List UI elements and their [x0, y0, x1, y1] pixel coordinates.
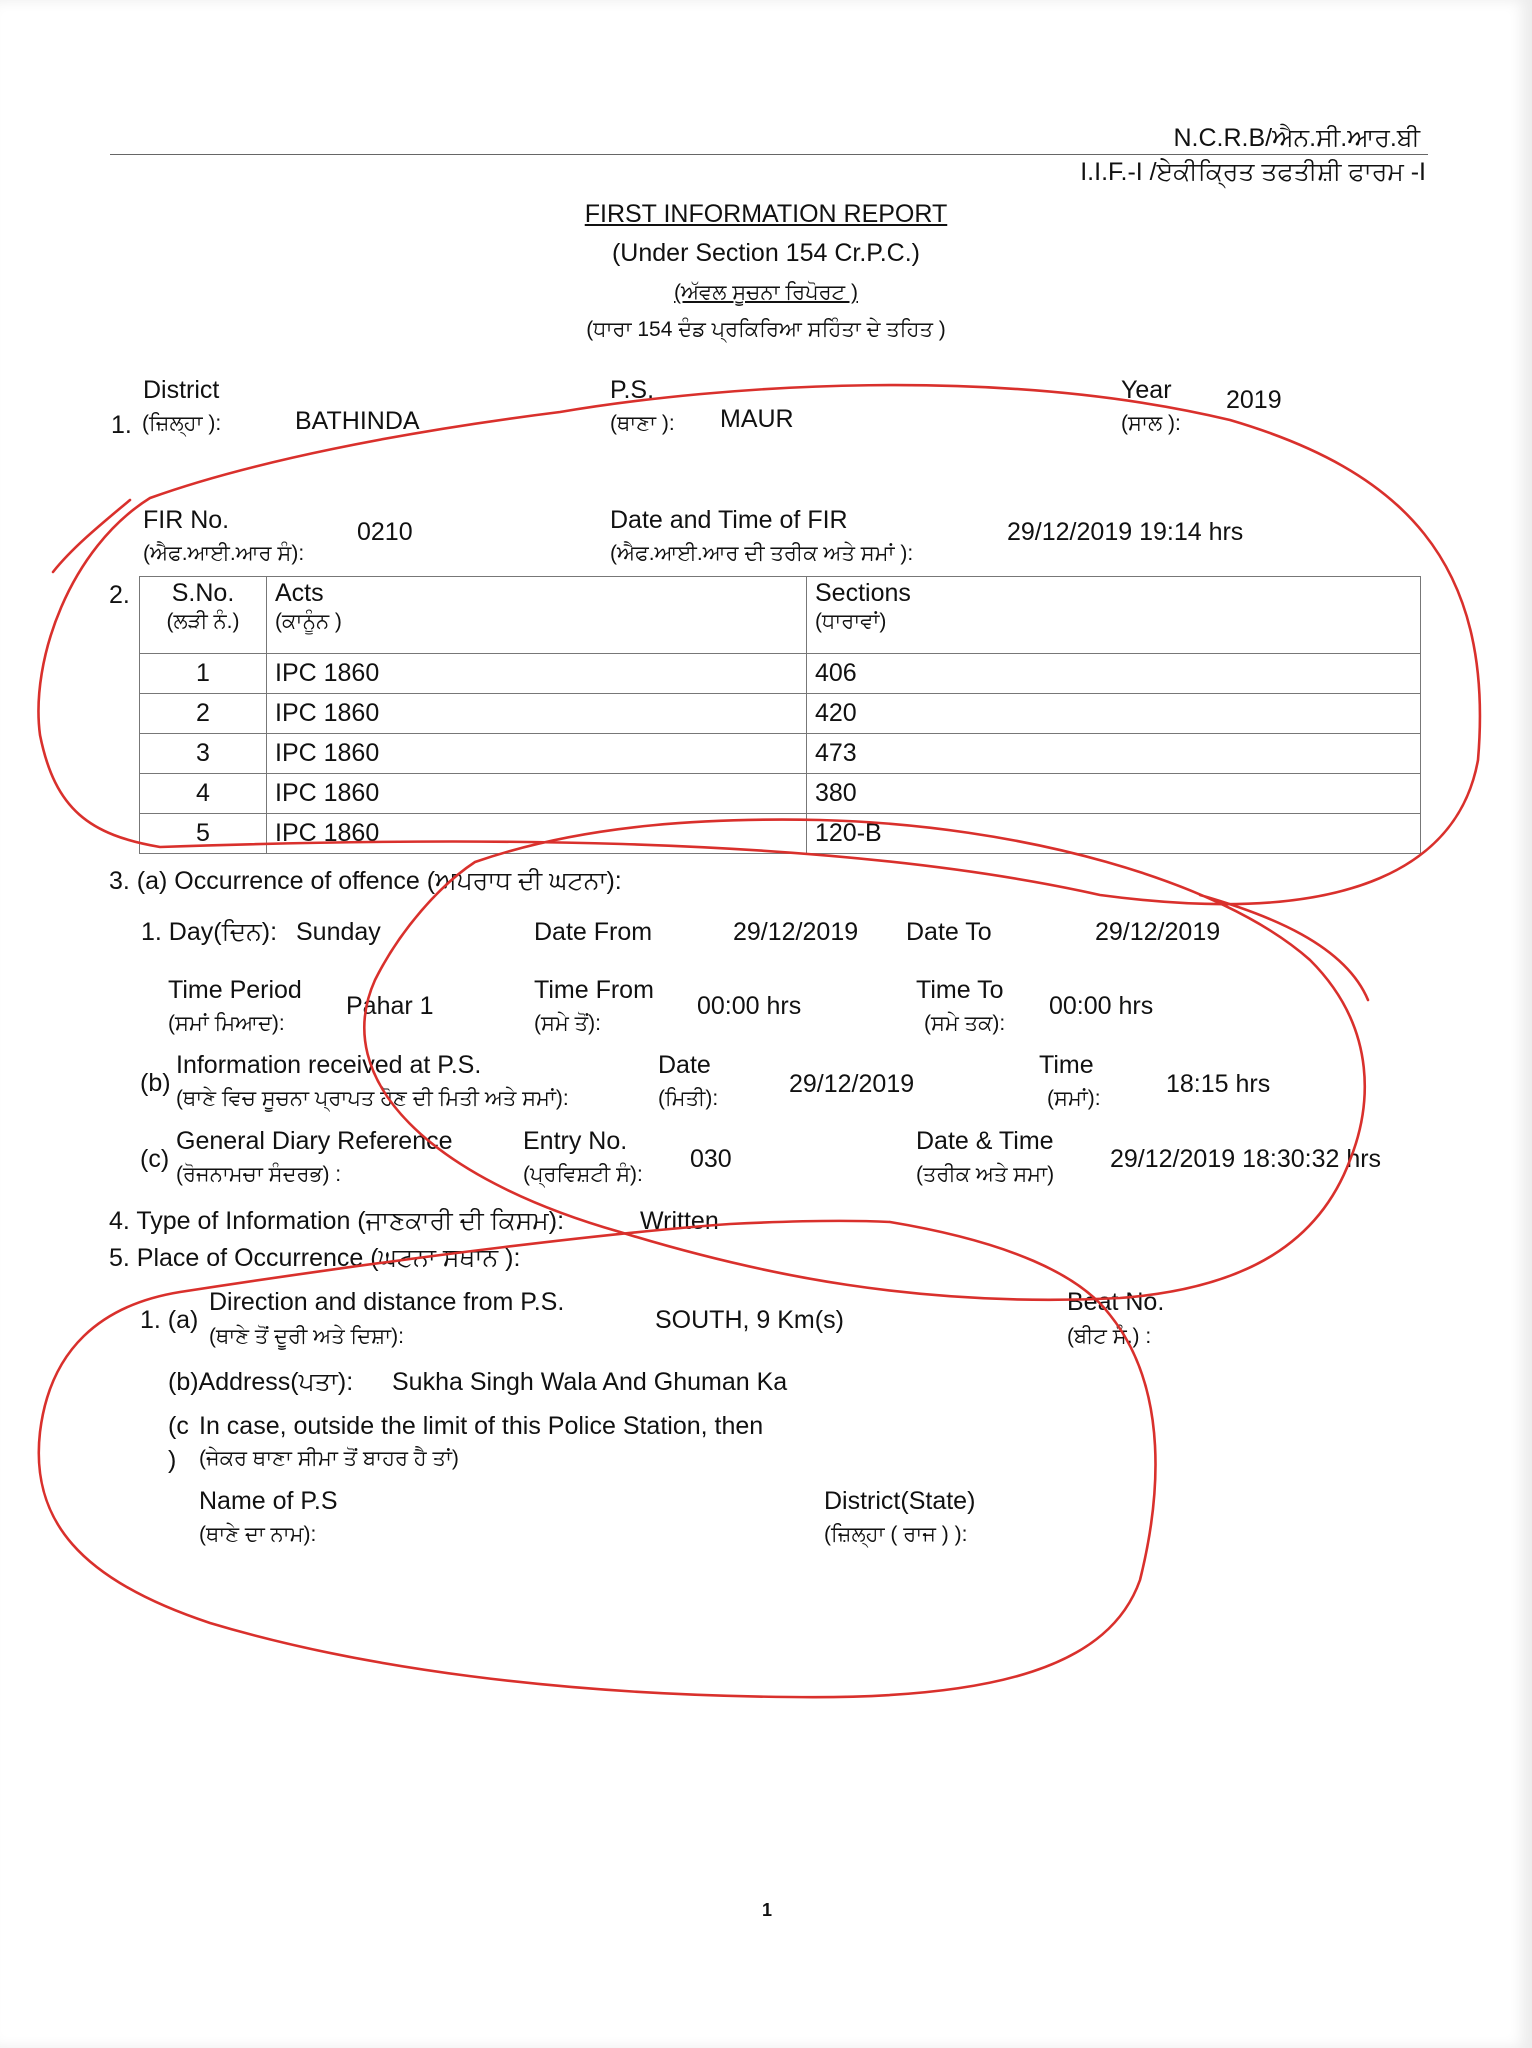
day-label: 1. Day(ਦਿਨ): [141, 918, 278, 946]
district-state-label-pa: (ਜ਼ਿਲ੍ਹਾ ( ਰਾਜ ) ): [824, 1523, 968, 1546]
page-number: 1 [762, 1900, 773, 1920]
act-cell: IPC 1860 [267, 654, 807, 694]
time-period-label-pa: (ਸਮਾਂ ਮਿਆਦ): [168, 1012, 285, 1035]
ps-value: MAUR [720, 405, 794, 433]
table-header-row [140, 577, 1421, 654]
act-cell: IPC 1860 [267, 734, 807, 774]
gd-reference-label: General Diary Reference [176, 1127, 453, 1155]
info-b-marker: (b) [140, 1069, 171, 1097]
year-value: 2019 [1226, 386, 1282, 414]
section-cell: 120-B [807, 814, 1421, 854]
sections-header-label-pa: (ਧਾਰਾਵਾਂ) [815, 610, 887, 633]
beat-no-label-pa: (ਬੀਟ ਸੰ.) : [1067, 1325, 1152, 1348]
outside-c-marker-close: ) [168, 1446, 177, 1474]
date-to-label: Date To [906, 918, 992, 946]
outside-limit-label-pa: (ਜੇਕਰ ਥਾਣਾ ਸੀਮਾ ਤੋਂ ਬਾਹਰ ਹੈ ਤਾਂ) [199, 1447, 459, 1470]
header-rule [110, 154, 1428, 155]
sno-cell: 4 [140, 774, 267, 814]
acts-header [267, 577, 807, 654]
table-row [140, 774, 1421, 814]
place-a-marker: 1. (a) [140, 1306, 199, 1334]
address-value: Sukha Singh Wala And Ghuman Ka [392, 1368, 788, 1396]
info-type-label: 4. Type of Information (ਜਾਣਕਾਰੀ ਦੀ ਕਿਸਮ): [109, 1207, 565, 1235]
entry-no-label-pa: (ਪ੍ਰਵਿਸ਼ਟੀ ਸੰ): [523, 1163, 643, 1186]
sections-header-label: Sections [815, 579, 911, 607]
form-label: I.I.F.-I /ਏਕੀਕ੍ਰਿਤ ਤਫਤੀਸ਼ੀ ਫਾਰਮ -I [1080, 158, 1426, 186]
ps-name-label-pa: (ਥਾਣੇ ਦਾ ਨਾਮ): [199, 1523, 317, 1546]
act-cell: IPC 1860 [267, 694, 807, 734]
info-time-label: Time [1039, 1051, 1094, 1079]
time-from-label-pa: (ਸਮੇ ਤੋਂ): [534, 1012, 601, 1035]
fir-datetime-value: 29/12/2019 19:14 hrs [1007, 518, 1244, 546]
time-period-label: Time Period [168, 976, 302, 1004]
report-subtitle-pa: (ਧਾਰਾ 154 ਦੰਡ ਪ੍ਰਕਿਰਿਆ ਸਹਿੰਤਾ ਦੇ ਤਹਿਤ ) [586, 318, 946, 341]
date-from-label: Date From [534, 918, 653, 946]
section-2-number: 2. [109, 581, 130, 609]
report-title-pa: (ਅੱਵਲ ਸੂਚਨਾ ਰਿਪੋਰਟ ) [674, 281, 858, 304]
time-period-value: Pahar 1 [346, 992, 434, 1020]
day-value: Sunday [296, 918, 381, 946]
info-date-label-pa: (ਮਿਤੀ): [658, 1087, 719, 1110]
direction-value: SOUTH, 9 Km(s) [655, 1306, 844, 1334]
year-label-pa: (ਸਾਲ ): [1121, 412, 1181, 435]
act-cell: IPC 1860 [267, 814, 807, 854]
fir-no-value: 0210 [357, 518, 413, 546]
info-received-label: Information received at P.S. [176, 1051, 482, 1079]
place-heading: 5. Place of Occurrence (ਘਟਨਾ ਸਥਾਨ ): [109, 1244, 521, 1272]
sno-cell: 5 [140, 814, 267, 854]
time-to-label-pa: (ਸਮੇ ਤਕ): [924, 1012, 1006, 1035]
outside-c-marker: (c [168, 1412, 189, 1440]
district-state-label: District(State) [824, 1487, 976, 1515]
fir-datetime-label-pa: (ਐਫ.ਆਈ.ਆਰ ਦੀ ਤਰੀਕ ਅਤੇ ਸਮਾਂ ): [610, 542, 914, 565]
acts-header-label-pa: (ਕਾਨੂੰਨ ) [275, 610, 342, 633]
entry-no-label: Entry No. [523, 1127, 628, 1155]
report-subtitle: (Under Section 154 Cr.P.C.) [611, 239, 921, 267]
gd-datetime-label: Date & Time [916, 1127, 1054, 1155]
info-type-value: Written [640, 1207, 719, 1235]
info-date-label: Date [658, 1051, 711, 1079]
section-cell: 380 [807, 774, 1421, 814]
info-time-value: 18:15 hrs [1166, 1070, 1271, 1098]
time-from-label: Time From [534, 976, 654, 1004]
district-value: BATHINDA [295, 407, 420, 435]
sno-header-label: S.No. [171, 579, 235, 607]
fir-datetime-label: Date and Time of FIR [610, 506, 848, 534]
sections-header [807, 577, 1421, 654]
gd-c-marker: (c) [140, 1145, 170, 1173]
table-row [140, 654, 1421, 694]
sno-cell: 1 [140, 654, 267, 694]
ncrb-label: N.C.R.B/ਐਨ.ਸੀ.ਆਰ.ਬੀ [1173, 124, 1420, 152]
acts-sections-table [139, 576, 1421, 854]
time-to-value: 00:00 hrs [1049, 992, 1154, 1020]
ps-label: P.S. [610, 376, 655, 404]
table-row [140, 734, 1421, 774]
date-to-value: 29/12/2019 [1095, 918, 1221, 946]
ps-name-label: Name of P.S [199, 1487, 338, 1515]
info-received-label-pa: (ਥਾਣੇ ਵਿਚ ਸੂਚਨਾ ਪ੍ਰਾਪਤ ਹੋਣ ਦੀ ਮਿਤੀ ਅਤੇ ਸਮਾਂ): [176, 1087, 569, 1110]
ps-label-pa: (ਥਾਣਾ ): [610, 412, 675, 435]
fir-no-label-pa: (ਐਫ.ਆਈ.ਆਰ ਸੰ): [143, 542, 305, 565]
fir-no-label: FIR No. [143, 506, 230, 534]
report-title: FIRST INFORMATION REPORT [584, 200, 948, 228]
sno-header [140, 577, 267, 654]
gd-datetime-value: 29/12/2019 18:30:32 hrs [1110, 1145, 1382, 1173]
table-row [140, 694, 1421, 734]
sno-header-label-pa: (ਲੜੀ ਨੰ.) [166, 610, 240, 633]
address-label: (b)Address(ਪਤਾ): [168, 1368, 354, 1396]
direction-label-pa: (ਥਾਣੇ ਤੋਂ ਦੂਰੀ ਅਤੇ ਦਿਸ਼ਾ): [209, 1325, 404, 1348]
date-from-value: 29/12/2019 [733, 918, 859, 946]
section-cell: 406 [807, 654, 1421, 694]
entry-no-value: 030 [690, 1145, 732, 1173]
table-row [140, 814, 1421, 854]
gd-reference-label-pa: (ਰੋਜਨਾਮਚਾ ਸੰਦਰਭ) : [176, 1163, 342, 1186]
section-cell: 473 [807, 734, 1421, 774]
year-label: Year [1121, 376, 1172, 404]
acts-header-label: Acts [275, 579, 324, 607]
time-to-label: Time To [916, 976, 1004, 1004]
time-from-value: 00:00 hrs [697, 992, 802, 1020]
info-date-value: 29/12/2019 [789, 1070, 915, 1098]
section-1-number: 1. [111, 411, 132, 439]
occurrence-heading: 3. (a) Occurrence of offence (ਅਪਰਾਧ ਦੀ ਘਟਨਾ): [109, 867, 622, 895]
district-label-pa: (ਜ਼ਿਲ੍ਹਾ ): [142, 412, 222, 435]
district-label: District [143, 376, 220, 404]
outside-limit-label: In case, outside the limit of this Police Station, then [199, 1412, 764, 1440]
beat-no-label: Beat No. [1067, 1288, 1165, 1316]
gd-datetime-label-pa: (ਤਰੀਕ ਅਤੇ ਸਮਾ) [916, 1163, 1055, 1186]
sno-cell: 3 [140, 734, 267, 774]
sno-cell: 2 [140, 694, 267, 734]
act-cell: IPC 1860 [267, 774, 807, 814]
direction-label: Direction and distance from P.S. [209, 1288, 565, 1316]
section-cell: 420 [807, 694, 1421, 734]
info-time-label-pa: (ਸਮਾਂ): [1047, 1087, 1101, 1110]
